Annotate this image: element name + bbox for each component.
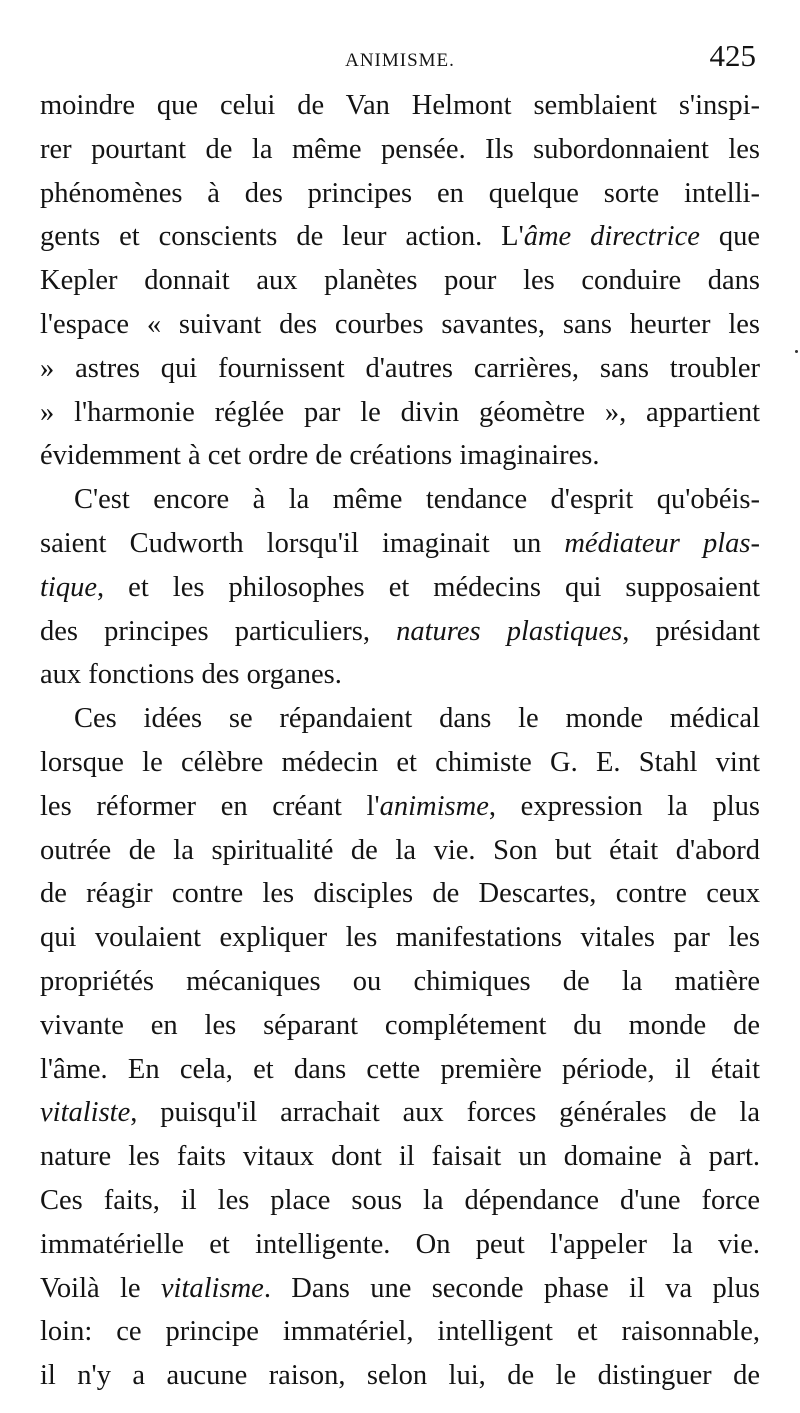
italic-term: vitalisme <box>160 1272 264 1304</box>
text-line: phénomènes à des principes en quelque sorte intelli- <box>40 177 760 209</box>
text-line: qui voulaient expliquer les manifestations vitales par les <box>40 922 760 954</box>
text-line: nature les faits vitaux dont il faisait un domaine à part. <box>40 1141 760 1173</box>
text-line: Ces idées se répandaient dans le monde médical <box>74 703 760 735</box>
text-line: C'est encore à la même tendance d'esprit qu'obéis- <box>74 484 760 516</box>
text-line: de réagir contre les disciples de Descartes, contre ceux <box>40 878 760 910</box>
text-line: tique, et les philosophes et médecins qui supposaient <box>40 571 760 603</box>
running-title: ANIMISME. <box>345 50 455 71</box>
text-line: loin: ce principe immatériel, intelligent et raisonnable, <box>40 1316 760 1348</box>
text-line: » l'harmonie réglée par le divin géomètre », appartient <box>40 396 760 428</box>
text-line: gents et conscients de leur action. L'âme directrice que <box>40 221 760 253</box>
text-line: il n'y a aucune raison, selon lui, de le distinguer de <box>40 1360 760 1392</box>
body-text <box>40 84 760 1398</box>
ink-speck <box>795 350 798 353</box>
text-line: l'âme. En cela, et dans cette première période, il était <box>40 1053 760 1085</box>
text-line: immatérielle et intelligente. On peut l'appeler la vie. <box>40 1228 760 1260</box>
italic-term: animisme <box>379 790 489 822</box>
text-line: des principes particuliers, natures plastiques, présidant <box>40 615 761 647</box>
italic-term: vitaliste <box>40 1097 131 1129</box>
italic-term: natures plastiques <box>396 615 623 647</box>
text-line: vivante en les séparant complétement du monde de <box>40 1009 760 1041</box>
italic-term: âme directrice <box>523 221 700 253</box>
text-line: les réformer en créant l'animisme, expression la plus <box>40 790 761 822</box>
italic-term: médiateur plas- <box>564 527 761 559</box>
text-line: Ces faits, il les place sous la dépendance d'une force <box>40 1184 760 1216</box>
text-line: vitaliste, puisqu'il arrachait aux forces générales de la <box>40 1097 760 1129</box>
text-line: » astres qui fournissent d'autres carrières, sans troubler <box>40 352 760 384</box>
text-line: lorsque le célèbre médecin et chimiste G. E. Stahl vint <box>40 746 760 778</box>
text-line: l'espace « suivant des courbes savantes, sans heurter les <box>40 308 760 340</box>
text-line: outrée de la spiritualité de la vie. Son but était d'abord <box>40 834 760 866</box>
text-line: Voilà le vitalisme. Dans une seconde phase il va plus <box>40 1272 760 1304</box>
text-line: propriétés mécaniques ou chimiques de la matière <box>40 965 760 997</box>
text-line: saient Cudworth lorsqu'il imaginait un médiateur plas- <box>40 527 761 559</box>
text-line: rer pourtant de la même pensée. Ils subordonnaient les <box>40 133 760 165</box>
text-line: moindre que celui de Van Helmont semblaient s'inspi- <box>40 90 760 121</box>
page-header <box>40 38 760 78</box>
text-line: Kepler donnait aux planètes pour les conduire dans <box>40 265 760 297</box>
italic-term: tique <box>40 571 97 603</box>
text-line: évidemment à cet ordre de créations imaginaires. <box>40 440 600 472</box>
page-number: 425 <box>709 38 756 73</box>
text-line: aux fonctions des organes. <box>40 659 342 691</box>
